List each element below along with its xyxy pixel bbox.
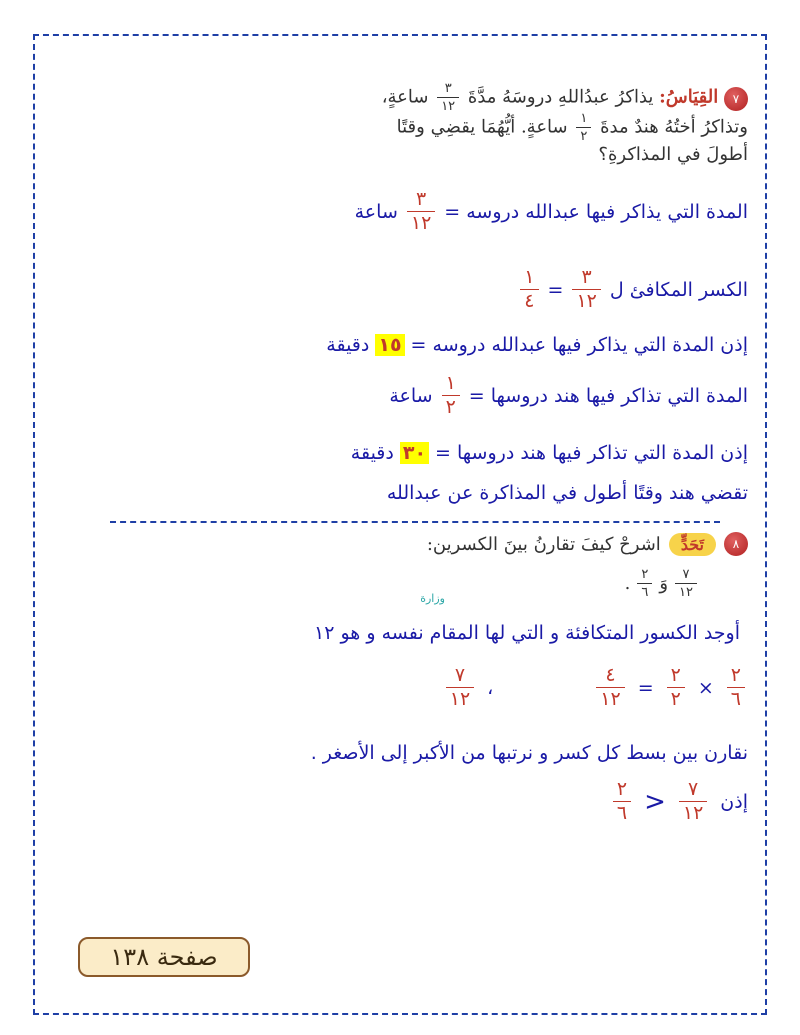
conclusion-text: تقضي هند وقتًا أطول في المذاكرة عن عبدالله [386,482,748,504]
fraction: $\frac{٣}{١٢}$ [572,268,600,311]
problem-text: ساعةٍ، [381,86,429,108]
unit-text: ساعة [389,384,433,407]
problem-text: أطولَ في المذاكرةِ؟ [598,144,748,165]
fraction: $\frac{٤}{١٢}$ [596,666,624,709]
solution-line-2 [517,268,748,311]
page-frame [33,34,767,1015]
solution-line-4 [389,374,748,417]
problem-text: يذاكرُ عبدُاللهِ دروسَهُ مدَّةَ [467,86,654,108]
highlighted-value: ١٥ [375,334,404,356]
problem-7-line-3 [598,144,748,165]
solution-text: المدة التي تذاكر فيها هند دروسها = [468,384,748,407]
fraction: $\frac{٣}{١٢}$ [407,190,435,233]
solution-text: المدة التي يذاكر فيها عبدالله دروسه = [444,200,748,223]
problem-title: القِيَاسُ: [659,86,719,108]
solution-text: أوجد الكسور المتكافئة و التي لها المقام نفسه و هو ١٢ [314,622,740,644]
problem-number-badge: ٧ [724,87,748,111]
solution8-equation [443,666,748,709]
solution-line-6 [387,482,748,504]
unit-text: ساعة [354,200,398,223]
fraction: $\frac{١}{٤}$ [520,268,538,311]
fraction: $\frac{١}{٢}$ [442,374,460,417]
solution-text: الكسر المكافئ ل [609,278,748,301]
problem-text: وَ [659,573,669,594]
fraction: $\frac{٢}{٦}$ [637,568,652,599]
problem-7-line-1 [382,82,748,113]
problem-7-line-2 [397,112,748,143]
solution-text: إذن المدة التي تذاكر فيها هند دروسها = [435,442,748,464]
equals-sign: = [547,278,564,301]
highlighted-value: ٣٠ [400,442,429,464]
fraction: $\frac{٢}{٦}$ [727,666,745,709]
fraction: $\frac{٣}{١٢}$ [437,82,459,113]
comma: ، [487,676,494,699]
fraction: $\frac{٢}{٦}$ [613,780,631,823]
unit-text: دقيقة [350,442,394,464]
solution-text: نقارن بين بسط كل كسر و نرتبها من الأكبر إلى الأصغر . [310,742,748,764]
fraction: $\frac{١}{٢}$ [576,112,591,143]
challenge-badge: تَحَدٍّ [669,533,716,556]
fraction: $\frac{٧}{١٢}$ [679,780,707,823]
problem-text: وتذاكرُ أختُهُ هندٌ مدةَ [600,116,748,138]
problem-text: ساعةٍ. أيُّهُمَا يقضِي وقتًا [396,116,568,138]
section-divider [110,521,720,523]
watermark-text: وزارة [420,592,445,605]
fraction: $\frac{٧}{١٢}$ [675,568,697,599]
solution8-line-1 [314,622,740,644]
equals-sign: = [637,676,654,699]
fraction: $\frac{٢}{٢}$ [667,666,685,709]
fraction: $\frac{٧}{١٢}$ [446,666,474,709]
solution-line-3 [326,334,748,356]
solution-text: إذن [720,790,748,813]
problem-8-line-2: $\frac{٧}{١٢}$ وَ $\frac{٢}{٦}$ . [625,568,700,599]
solution8-conclusion [610,780,748,823]
problem-text: اشرحْ كيفَ تقارنُ بينَ الكسرين: [426,533,661,555]
solution-line-1 [355,190,748,233]
problem-8-line-1 [427,532,748,556]
solution-line-5 [351,442,748,464]
solution8-line-2 [311,742,748,764]
times-sign: × [697,676,714,699]
problem-number-badge: ٨ [724,532,748,556]
unit-text: دقيقة [326,334,370,356]
page-number-badge: صفحة ١٣٨ [78,937,250,977]
solution-text: إذن المدة التي يذاكر فيها عبدالله دروسه = [410,334,748,356]
less-than-sign: < [644,786,666,817]
